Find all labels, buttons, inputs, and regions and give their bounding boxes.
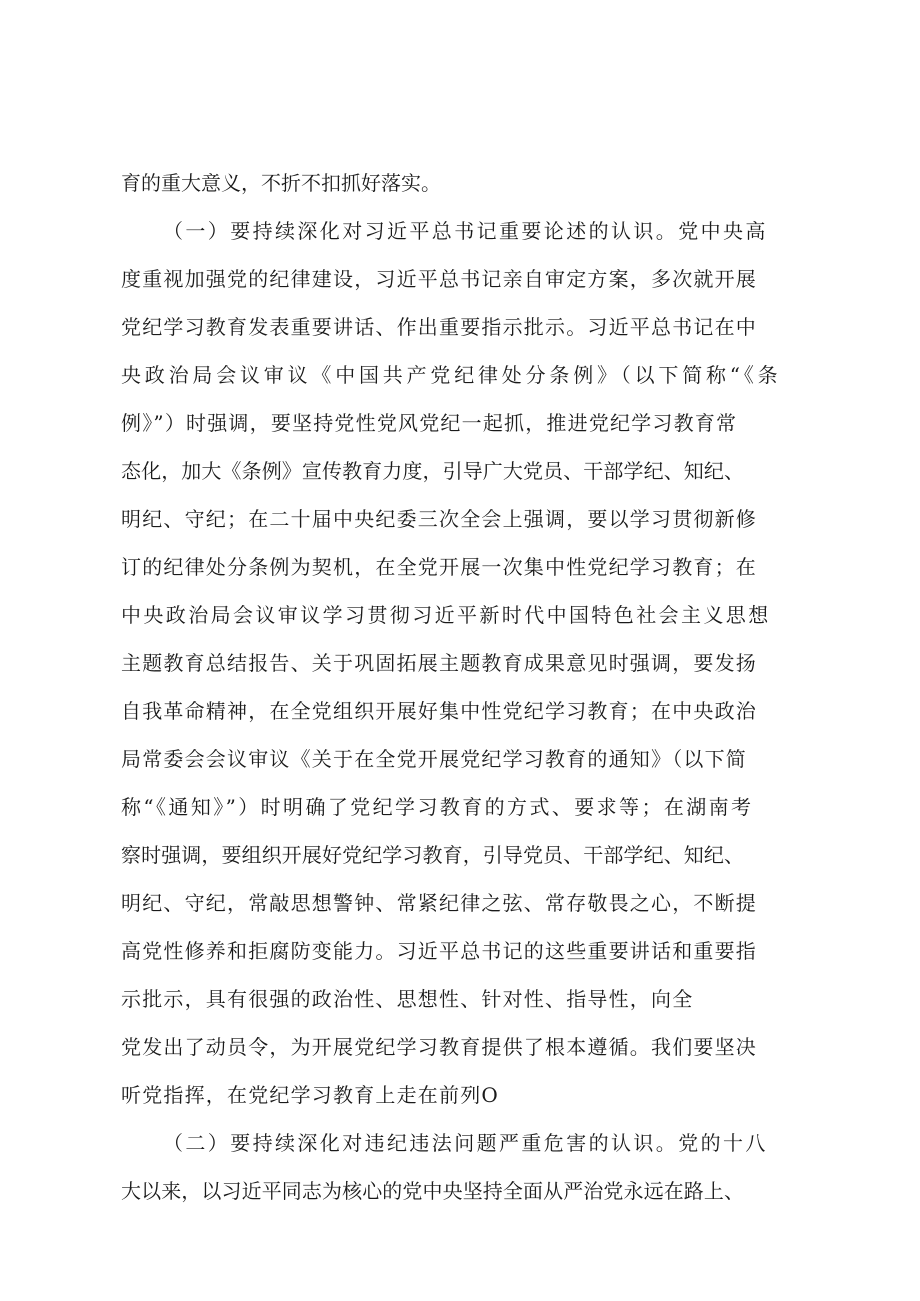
text-line: 中央政治局会议审议学习贯彻习近平新时代中国特色社会主义思想 <box>121 603 771 627</box>
section-heading-1: （一）要持续深化对习近平总书记重要论述的认识。党中央高 <box>163 219 768 243</box>
text-line: 示批示，具有很强的政治性、思想性、针对性、指导性，向全 <box>121 987 694 1011</box>
text-line: 高党性修养和拒腐防变能力。习近平总书记的这些重要讲话和重要指 <box>121 939 757 963</box>
text-line: 主题教育总结报告、关于巩固拓展主题教育成果意见时强调，要发扬 <box>121 651 757 675</box>
text-line: 党纪学习教育发表重要讲话、作出重要指示批示。习近平总书记在中 <box>121 315 757 339</box>
text-line: 听党指挥，在党纪学习教育上走在前列O <box>121 1083 499 1107</box>
text-line: 央政治局会议审议《中国共产党纪律处分条例》（以下简称“《条 <box>121 363 782 387</box>
text-line: 订的纪律处分条例为契机，在全党开展一次集中性党纪学习教育；在 <box>121 555 757 579</box>
text-line: 明纪、守纪；在二十届中央纪委三次全会上强调，要以学习贯彻新修 <box>121 507 757 531</box>
text-line: 党发出了动员令，为开展党纪学习教育提供了根本遵循。我们要坚决 <box>121 1035 757 1059</box>
text-line: 称“《通知》”）时明确了党纪学习教育的方式、要求等；在湖南考 <box>121 795 754 819</box>
text-line: 度重视加强党的纪律建设，习近平总书记亲自审定方案，多次就开展 <box>121 267 757 291</box>
text-line: 局常委会会议审议《关于在全党开展党纪学习教育的通知》（以下简 <box>121 747 747 771</box>
text-line: 育的重大意义，不折不扣抓好落实。 <box>121 171 441 195</box>
text-line: 例》”）时强调，要坚持党性党风党纪一起抓，推进党纪学习教育常 <box>121 411 738 435</box>
section-heading-2: （二）要持续深化对违纪违法问题严重危害的认识。党的十八 <box>163 1131 768 1155</box>
text-line: 态化，加大《条例》宣传教育力度，引导广大党员、干部学纪、知纪、 <box>121 459 745 483</box>
text-line: 大以来，以习近平同志为核心的党中央坚持全面从严治党永远在路上、 <box>121 1179 745 1203</box>
text-line: 察时强调，要组织开展好党纪学习教育，引导党员、干部学纪、知纪、 <box>121 843 745 867</box>
text-line: 自我革命精神，在全党组织开展好集中性党纪学习教育；在中央政治 <box>121 699 757 723</box>
text-line: 明纪、守纪，常敲思想警钟、常紧纪律之弦、常存敬畏之心，不断提 <box>121 891 757 915</box>
